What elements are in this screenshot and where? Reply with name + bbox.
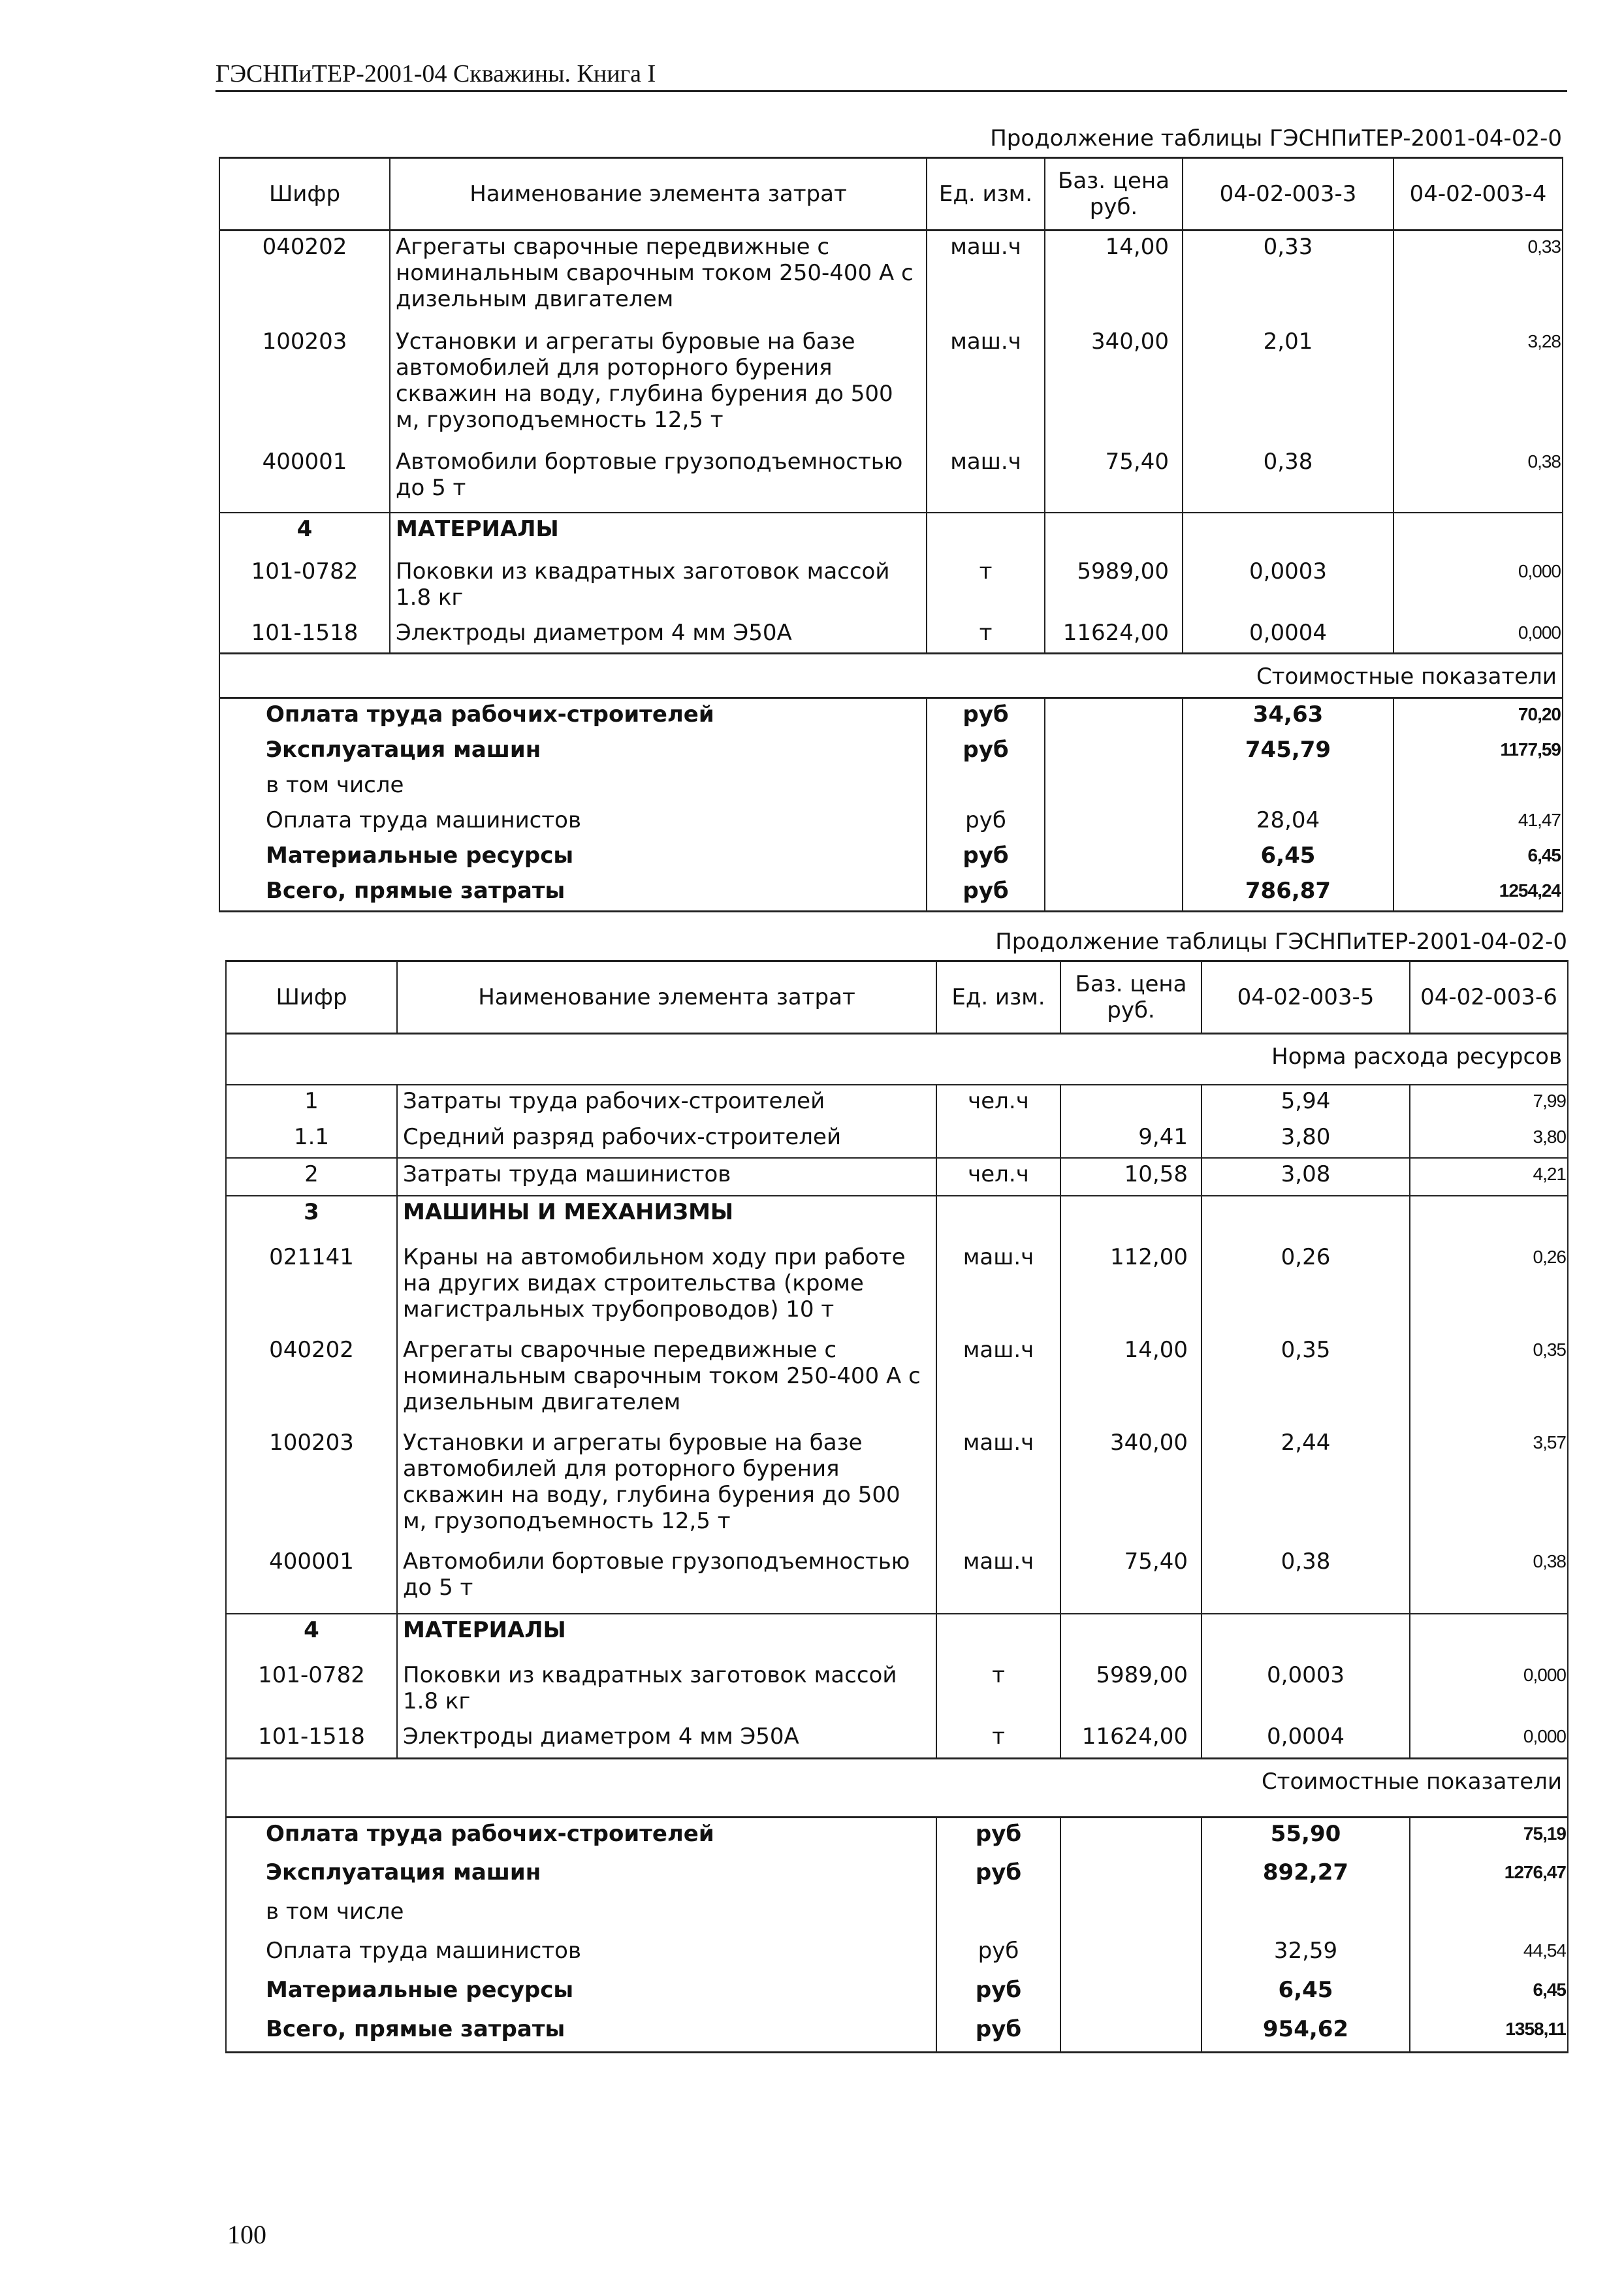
summary-value-1: 55,90 xyxy=(1202,1818,1410,1857)
summary-value-1: 745,79 xyxy=(1183,734,1393,769)
section-label-row xyxy=(226,1034,1568,1085)
cell-name: Автомобили бортовые грузоподъемностью до 5 т xyxy=(397,1546,936,1614)
summary-label: в том числе xyxy=(226,1896,936,1935)
cell-code: 100203 xyxy=(226,1427,397,1546)
cell-unit: т xyxy=(927,617,1045,654)
table-row xyxy=(226,1546,1568,1614)
summary-row xyxy=(226,1857,1568,1896)
col-header-price: Баз. цена руб. xyxy=(1045,158,1183,231)
col-header-name: Наименование элемента затрат xyxy=(397,961,936,1034)
summary-unit: руб xyxy=(936,1974,1060,2013)
table1-header-row xyxy=(219,158,1563,231)
col-header-code: Шифр xyxy=(219,158,390,231)
cell-code: 4 xyxy=(219,513,390,556)
summary-value-2: 70,20 xyxy=(1393,698,1563,735)
col-header-norm-2: 04-02-003-4 xyxy=(1393,158,1563,231)
section-row xyxy=(219,513,1563,556)
table1-caption: Продолжение таблицы ГЭСНПиТЕР-2001-04-02-0 xyxy=(990,125,1562,152)
col-header-unit: Ед. изм. xyxy=(927,158,1045,231)
summary-unit: руб xyxy=(927,875,1045,912)
cell-name: Затраты труда машинистов xyxy=(397,1158,936,1196)
cell-value-1: 0,38 xyxy=(1183,446,1393,513)
cell-value-2: 3,28 xyxy=(1393,326,1563,446)
cell-price: 5989,00 xyxy=(1060,1660,1202,1721)
cell-code: 400001 xyxy=(226,1546,397,1614)
cell-value-2: 0,000 xyxy=(1410,1721,1568,1759)
cell-unit: чел.ч xyxy=(936,1158,1060,1196)
table2-caption: Продолжение таблицы ГЭСНПиТЕР-2001-04-02-0 xyxy=(995,929,1567,955)
summary-label: Оплата труда рабочих-строителей xyxy=(226,1818,936,1857)
summary-value-2: 1358,11 xyxy=(1410,2013,1568,2053)
summary-label: Материальные ресурсы xyxy=(219,840,927,875)
summary-value-2: 1254,24 xyxy=(1393,875,1563,912)
summary-label: Всего, прямые затраты xyxy=(226,2013,936,2053)
cell-value-2: 0,38 xyxy=(1410,1546,1568,1614)
cell-value-2: 4,21 xyxy=(1410,1158,1568,1196)
table-row xyxy=(226,1427,1568,1546)
cell-value-1: 0,0003 xyxy=(1183,556,1393,617)
table-row xyxy=(226,1242,1568,1334)
cell-unit: чел.ч xyxy=(936,1085,1060,1121)
summary-label: Оплата труда машинистов xyxy=(219,805,927,840)
cell-code: 1 xyxy=(226,1085,397,1121)
cell-price: 5989,00 xyxy=(1045,556,1183,617)
cell-value-2: 0,000 xyxy=(1393,617,1563,654)
cell-code: 040202 xyxy=(219,231,390,326)
summary-unit: руб xyxy=(927,805,1045,840)
cell-price: 9,41 xyxy=(1060,1121,1202,1158)
section-row xyxy=(226,1614,1568,1660)
page-number: 100 xyxy=(227,2220,266,2249)
cell-unit: маш.ч xyxy=(936,1334,1060,1427)
cell-code: 101-1518 xyxy=(226,1721,397,1759)
cell-value-2: 0,26 xyxy=(1410,1242,1568,1334)
summary-value-2: 6,45 xyxy=(1410,1974,1568,2013)
summary-value-1: 32,59 xyxy=(1202,1935,1410,1974)
cell-value-2: 3,57 xyxy=(1410,1427,1568,1546)
summary-unit: руб xyxy=(936,1818,1060,1857)
summary-label: Материальные ресурсы xyxy=(226,1974,936,2013)
summary-unit: руб xyxy=(927,840,1045,875)
summary-row xyxy=(219,734,1563,769)
cell-price: 11624,00 xyxy=(1045,617,1183,654)
table-row xyxy=(219,231,1563,326)
cell-price: 75,40 xyxy=(1060,1546,1202,1614)
summary-label: Оплата труда машинистов xyxy=(226,1935,936,1974)
table-row xyxy=(226,1085,1568,1121)
col-header-norm-2: 04-02-003-6 xyxy=(1410,961,1568,1034)
summary-row xyxy=(219,875,1563,912)
col-header-norm-1: 04-02-003-3 xyxy=(1183,158,1393,231)
cell-code: 4 xyxy=(226,1614,397,1660)
summary-row xyxy=(219,698,1563,735)
cell-code: 3 xyxy=(226,1196,397,1242)
cell-code: 101-1518 xyxy=(219,617,390,654)
cell-value-2: 7,99 xyxy=(1410,1085,1568,1121)
cell-value-1: 0,35 xyxy=(1202,1334,1410,1427)
table-row xyxy=(226,1158,1568,1196)
summary-row xyxy=(226,1818,1568,1857)
cell-value-1: 5,94 xyxy=(1202,1085,1410,1121)
summary-label: Эксплуатация машин xyxy=(219,734,927,769)
cell-value-2: 0,000 xyxy=(1410,1660,1568,1721)
summary-row xyxy=(226,1974,1568,2013)
cell-code: 100203 xyxy=(219,326,390,446)
cell-value-1: 0,0003 xyxy=(1202,1660,1410,1721)
cost-indicators-label: Стоимостные показатели xyxy=(226,1759,1568,1818)
cell-value-1: 0,0004 xyxy=(1183,617,1393,654)
table-row xyxy=(219,556,1563,617)
cell-name: Поковки из квадратных заготовок массой 1.8 кг xyxy=(397,1660,936,1721)
cell-name: Электроды диаметром 4 мм Э50А xyxy=(390,617,927,654)
summary-unit: руб xyxy=(927,734,1045,769)
cell-unit: маш.ч xyxy=(927,446,1045,513)
summary-row xyxy=(226,1896,1568,1935)
cell-price: 75,40 xyxy=(1045,446,1183,513)
table2 xyxy=(225,960,1568,2053)
cell-price xyxy=(1060,1085,1202,1121)
summary-value-1: 6,45 xyxy=(1202,1974,1410,2013)
table-row xyxy=(226,1721,1568,1759)
summary-value-1: 6,45 xyxy=(1183,840,1393,875)
section-label-row xyxy=(219,654,1563,698)
summary-row xyxy=(226,1935,1568,1974)
cell-unit: т xyxy=(936,1721,1060,1759)
cell-value-1: 0,0004 xyxy=(1202,1721,1410,1759)
cell-value-1: 2,44 xyxy=(1202,1427,1410,1546)
col-header-code: Шифр xyxy=(226,961,397,1034)
summary-row xyxy=(219,840,1563,875)
cell-code: 2 xyxy=(226,1158,397,1196)
cell-price: 14,00 xyxy=(1045,231,1183,326)
cell-unit: маш.ч xyxy=(936,1427,1060,1546)
cell-name: Агрегаты сварочные передвижные с номинальным сварочным током 250-400 А с дизельным двигателем xyxy=(397,1334,936,1427)
cell-code: 101-0782 xyxy=(219,556,390,617)
cell-name: Автомобили бортовые грузоподъемностью до 5 т xyxy=(390,446,927,513)
cell-unit xyxy=(936,1121,1060,1158)
cell-value-2: 0,000 xyxy=(1393,556,1563,617)
summary-value-2: 6,45 xyxy=(1393,840,1563,875)
col-header-unit: Ед. изм. xyxy=(936,961,1060,1034)
cell-value-1: 3,08 xyxy=(1202,1158,1410,1196)
cell-unit: маш.ч xyxy=(936,1546,1060,1614)
section-title: МАТЕРИАЛЫ xyxy=(390,513,927,556)
summary-value-1: 786,87 xyxy=(1183,875,1393,912)
cell-value-2: 0,33 xyxy=(1393,231,1563,326)
header-title: ГЭСНПиТЕР-2001-04 Скважины. Книга I xyxy=(215,60,656,88)
cell-name: Поковки из квадратных заготовок массой 1.8 кг xyxy=(390,556,927,617)
cell-value-1: 0,38 xyxy=(1202,1546,1410,1614)
cell-code: 101-0782 xyxy=(226,1660,397,1721)
table-row xyxy=(219,326,1563,446)
summary-label: Эксплуатация машин xyxy=(226,1857,936,1896)
summary-value-2: 1276,47 xyxy=(1410,1857,1568,1896)
col-header-norm-1: 04-02-003-5 xyxy=(1202,961,1410,1034)
table-row xyxy=(226,1660,1568,1721)
summary-row xyxy=(219,769,1563,805)
table-row xyxy=(226,1121,1568,1158)
cell-value-2: 0,35 xyxy=(1410,1334,1568,1427)
cell-value-2: 3,80 xyxy=(1410,1121,1568,1158)
cell-unit: маш.ч xyxy=(927,231,1045,326)
cell-value-2: 0,38 xyxy=(1393,446,1563,513)
table-row xyxy=(219,617,1563,654)
cell-price: 14,00 xyxy=(1060,1334,1202,1427)
summary-value-1: 34,63 xyxy=(1183,698,1393,735)
summary-value-2: 44,54 xyxy=(1410,1935,1568,1974)
col-header-price: Баз. цена руб. xyxy=(1060,961,1202,1034)
summary-label: в том числе xyxy=(219,769,927,805)
cell-price: 112,00 xyxy=(1060,1242,1202,1334)
summary-value-2: 1177,59 xyxy=(1393,734,1563,769)
summary-label: Всего, прямые затраты xyxy=(219,875,927,912)
summary-value-1: 954,62 xyxy=(1202,2013,1410,2053)
cell-unit: маш.ч xyxy=(936,1242,1060,1334)
page-header xyxy=(215,57,1567,92)
table-row xyxy=(226,1334,1568,1427)
cell-name: Затраты труда рабочих-строителей xyxy=(397,1085,936,1121)
table1 xyxy=(219,157,1563,912)
cell-unit: т xyxy=(936,1660,1060,1721)
cell-price: 340,00 xyxy=(1045,326,1183,446)
section-row xyxy=(226,1196,1568,1242)
summary-value-1: 28,04 xyxy=(1183,805,1393,840)
section-label-row xyxy=(226,1759,1568,1818)
norm-label: Норма расхода ресурсов xyxy=(226,1034,1568,1085)
cell-code: 1.1 xyxy=(226,1121,397,1158)
cell-price: 10,58 xyxy=(1060,1158,1202,1196)
cell-name: Агрегаты сварочные передвижные с номинальным сварочным током 250-400 А с дизельным двигателем xyxy=(390,231,927,326)
cell-name: Электроды диаметром 4 мм Э50А xyxy=(397,1721,936,1759)
cell-code: 040202 xyxy=(226,1334,397,1427)
cell-value-1: 0,26 xyxy=(1202,1242,1410,1334)
cell-value-1: 2,01 xyxy=(1183,326,1393,446)
cell-unit: маш.ч xyxy=(927,326,1045,446)
table2-header-row xyxy=(226,961,1568,1034)
summary-row xyxy=(219,805,1563,840)
summary-row xyxy=(226,2013,1568,2053)
summary-unit: руб xyxy=(936,1857,1060,1896)
cell-value-1: 3,80 xyxy=(1202,1121,1410,1158)
table-row xyxy=(219,446,1563,513)
cell-code: 021141 xyxy=(226,1242,397,1334)
cell-price: 340,00 xyxy=(1060,1427,1202,1546)
summary-value-2: 41,47 xyxy=(1393,805,1563,840)
summary-unit: руб xyxy=(927,698,1045,735)
cell-unit: т xyxy=(927,556,1045,617)
cell-value-1: 0,33 xyxy=(1183,231,1393,326)
cell-name: Краны на автомобильном ходу при работе на других видах строительства (кроме магистральных трубопроводов) 10 т xyxy=(397,1242,936,1334)
summary-unit: руб xyxy=(936,2013,1060,2053)
cell-name: Установки и агрегаты буровые на базе автомобилей для роторного бурения скважин на воду, глубина бурения до 500 м, грузоподъемность 12,5 т xyxy=(390,326,927,446)
cost-indicators-label: Стоимостные показатели xyxy=(219,654,1563,698)
cell-name: Установки и агрегаты буровые на базе автомобилей для роторного бурения скважин на воду, глубина бурения до 500 м, грузоподъемность 12,5 т xyxy=(397,1427,936,1546)
summary-value-1: 892,27 xyxy=(1202,1857,1410,1896)
col-header-name: Наименование элемента затрат xyxy=(390,158,927,231)
cell-name: Средний разряд рабочих-строителей xyxy=(397,1121,936,1158)
section-title: МАШИНЫ И МЕХАНИЗМЫ xyxy=(397,1196,936,1242)
summary-value-2: 75,19 xyxy=(1410,1818,1568,1857)
section-title: МАТЕРИАЛЫ xyxy=(397,1614,936,1660)
summary-label: Оплата труда рабочих-строителей xyxy=(219,698,927,735)
cell-price: 11624,00 xyxy=(1060,1721,1202,1759)
summary-unit: руб xyxy=(936,1935,1060,1974)
cell-code: 400001 xyxy=(219,446,390,513)
